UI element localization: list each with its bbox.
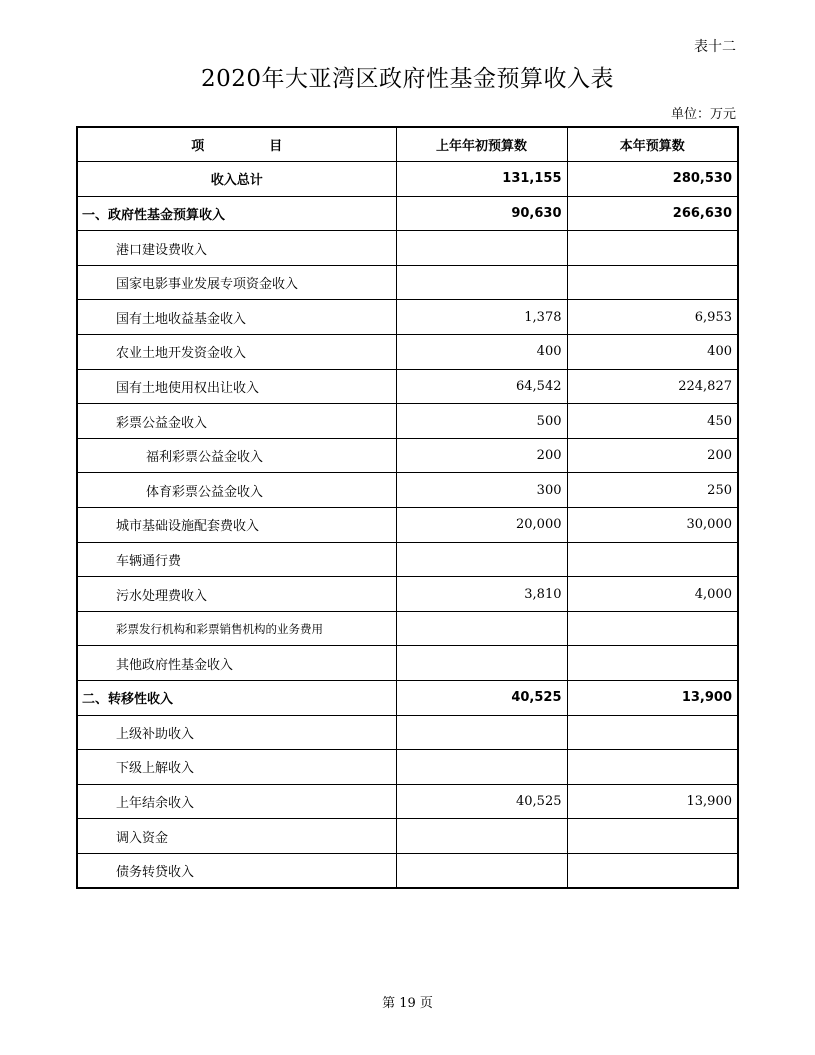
row-prev [396, 611, 567, 646]
row-name: 污水处理费收入 [77, 577, 396, 612]
row-name: 体育彩票公益金收入 [77, 473, 396, 508]
row-prev [396, 853, 567, 888]
table-row [77, 369, 738, 404]
row-curr: 224,827 [567, 369, 738, 404]
row-prev [396, 819, 567, 854]
row-prev: 40,525 [396, 784, 567, 819]
row-name: 二、转移性收入 [77, 681, 396, 716]
table-header-row [77, 127, 738, 162]
table-row [77, 646, 738, 681]
row-name: 上年结余收入 [77, 784, 396, 819]
row-name: 其他政府性基金收入 [77, 646, 396, 681]
row-curr: 6,953 [567, 300, 738, 335]
row-name: 福利彩票公益金收入 [77, 438, 396, 473]
row-name: 下级上解收入 [77, 750, 396, 785]
row-curr: 280,530 [567, 162, 738, 197]
row-name: 国家电影事业发展专项资金收入 [77, 265, 396, 300]
row-prev: 131,155 [396, 162, 567, 197]
row-prev [396, 265, 567, 300]
table-row [77, 335, 738, 370]
row-name: 国有土地收益基金收入 [77, 300, 396, 335]
table-row [77, 819, 738, 854]
header-prev-year: 上年年初预算数 [396, 127, 567, 162]
row-prev: 90,630 [396, 196, 567, 231]
row-curr: 400 [567, 335, 738, 370]
row-prev: 64,542 [396, 369, 567, 404]
row-prev: 500 [396, 404, 567, 439]
row-name: 港口建设费收入 [77, 231, 396, 266]
row-curr: 266,630 [567, 196, 738, 231]
row-curr [567, 611, 738, 646]
table-row-total [77, 162, 738, 197]
table-row [77, 404, 738, 439]
row-curr [567, 715, 738, 750]
row-curr [567, 231, 738, 266]
row-prev: 20,000 [396, 508, 567, 543]
budget-table [76, 126, 739, 889]
table-row [77, 438, 738, 473]
row-curr [567, 265, 738, 300]
header-current-year: 本年预算数 [567, 127, 738, 162]
table-row [77, 715, 738, 750]
page-title: 2020年大亚湾区政府性基金预算收入表 [200, 66, 615, 92]
table-row [77, 265, 738, 300]
row-curr [567, 646, 738, 681]
row-prev: 300 [396, 473, 567, 508]
row-name: 一、政府性基金预算收入 [77, 196, 396, 231]
row-name: 收入总计 [77, 162, 396, 197]
row-name: 车辆通行费 [77, 542, 396, 577]
table-row-section [77, 681, 738, 716]
row-name: 调入资金 [77, 819, 396, 854]
row-name: 国有土地使用权出让收入 [77, 369, 396, 404]
row-curr: 13,900 [567, 681, 738, 716]
row-prev [396, 715, 567, 750]
row-curr [567, 819, 738, 854]
row-name: 彩票公益金收入 [77, 404, 396, 439]
row-curr: 4,000 [567, 577, 738, 612]
table-row [77, 508, 738, 543]
row-curr: 13,900 [567, 784, 738, 819]
row-name: 债务转贷收入 [77, 853, 396, 888]
row-prev [396, 750, 567, 785]
table-row [77, 300, 738, 335]
row-curr [567, 542, 738, 577]
row-name: 上级补助收入 [77, 715, 396, 750]
table-row [77, 542, 738, 577]
row-curr: 250 [567, 473, 738, 508]
header-item: 项 目 [77, 127, 396, 162]
row-name: 彩票发行机构和彩票销售机构的业务费用 [77, 611, 396, 646]
row-name: 农业土地开发资金收入 [77, 335, 396, 370]
row-prev [396, 542, 567, 577]
table-row [77, 611, 738, 646]
row-prev [396, 231, 567, 266]
row-prev: 3,810 [396, 577, 567, 612]
page-number: 第 19 页 [382, 996, 433, 1011]
row-prev [396, 646, 567, 681]
row-curr [567, 750, 738, 785]
row-curr: 30,000 [567, 508, 738, 543]
row-prev: 400 [396, 335, 567, 370]
row-name: 城市基础设施配套费收入 [77, 508, 396, 543]
row-curr: 200 [567, 438, 738, 473]
unit-label: 单位：万元 [670, 107, 736, 122]
table-row-section [77, 196, 738, 231]
table-row [77, 784, 738, 819]
table-number: 表十二 [694, 39, 736, 55]
table-row [77, 473, 738, 508]
row-prev: 40,525 [396, 681, 567, 716]
table-row [77, 577, 738, 612]
row-prev: 1,378 [396, 300, 567, 335]
row-curr: 450 [567, 404, 738, 439]
row-curr [567, 853, 738, 888]
table-row [77, 750, 738, 785]
row-prev: 200 [396, 438, 567, 473]
table-row [77, 853, 738, 888]
table-row [77, 231, 738, 266]
